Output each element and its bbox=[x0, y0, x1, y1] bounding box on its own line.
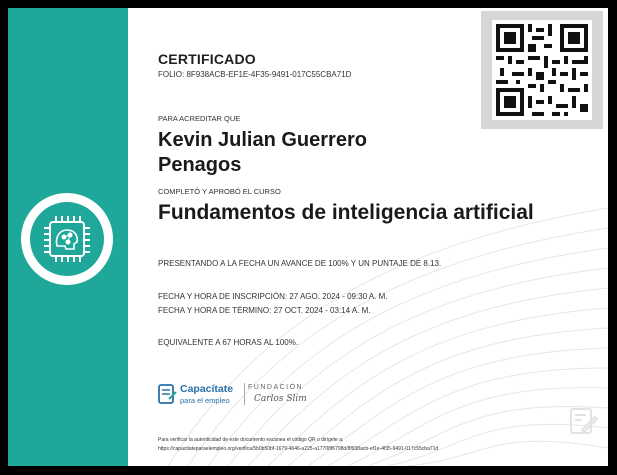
fundacion-label: FUNDACIÓN bbox=[248, 384, 304, 391]
capacitate-logo-text: Capacítate bbox=[180, 383, 234, 395]
qr-frame bbox=[481, 11, 603, 129]
progress-statement: PRESENTANDO A LA FECHA UN AVANCE DE 100% Y UN PUNTAJE DE 8.13. bbox=[158, 259, 442, 268]
accredit-label: PARA ACREDITAR QUE bbox=[158, 114, 241, 123]
recipient-name-line2: Penagos bbox=[158, 154, 242, 176]
verification-instruction: Para verificar la autenticidad de este documento escanea el código QR o dirígete a: bbox=[158, 437, 344, 443]
qr-code[interactable] bbox=[492, 20, 592, 120]
certificate-edit-icon bbox=[568, 406, 598, 436]
completed-label: COMPLETÓ Y APROBÓ EL CURSO bbox=[158, 187, 281, 196]
enrollment-date: FECHA Y HORA DE INSCRIPCIÓN: 27 AGO. 2024 - 09:30 A. M. bbox=[158, 292, 388, 301]
recipient-name bbox=[158, 128, 458, 178]
completion-date: FECHA Y HORA DE TÉRMINO: 27 OCT. 2024 - 03:14 A. M. bbox=[158, 306, 371, 315]
logo-divider bbox=[244, 383, 245, 405]
sponsor-logos bbox=[158, 381, 318, 407]
certificate bbox=[8, 8, 608, 466]
badge-inner bbox=[30, 202, 104, 276]
verification-url[interactable]: https://capacitateparaelempleo.org/verifica/5b0b50bf-1679-4646-a225-a17708f6798d/8f938acb-ef1e-4f35-9491-017c55cba71d bbox=[158, 446, 439, 452]
course-name: Fundamentos de inteligencia artificial bbox=[158, 201, 534, 224]
capacitate-logo-subtext: para el empleo bbox=[180, 396, 230, 405]
folio-number: FOLIO: 8F938ACB-EF1E-4F35-9491-017C55CBA71D bbox=[158, 70, 352, 79]
recipient-name-line1: Kevin Julian Guerrero bbox=[158, 129, 367, 151]
ai-chip-icon bbox=[30, 202, 104, 276]
equivalent-hours: EQUIVALENTE A 67 HORAS AL 100%. bbox=[158, 338, 299, 347]
document-title: CERTIFICADO bbox=[158, 51, 256, 67]
carlos-slim-signature: Carlos Slim bbox=[254, 394, 307, 404]
course-badge bbox=[21, 193, 113, 285]
capacitate-logo-icon bbox=[158, 382, 178, 406]
